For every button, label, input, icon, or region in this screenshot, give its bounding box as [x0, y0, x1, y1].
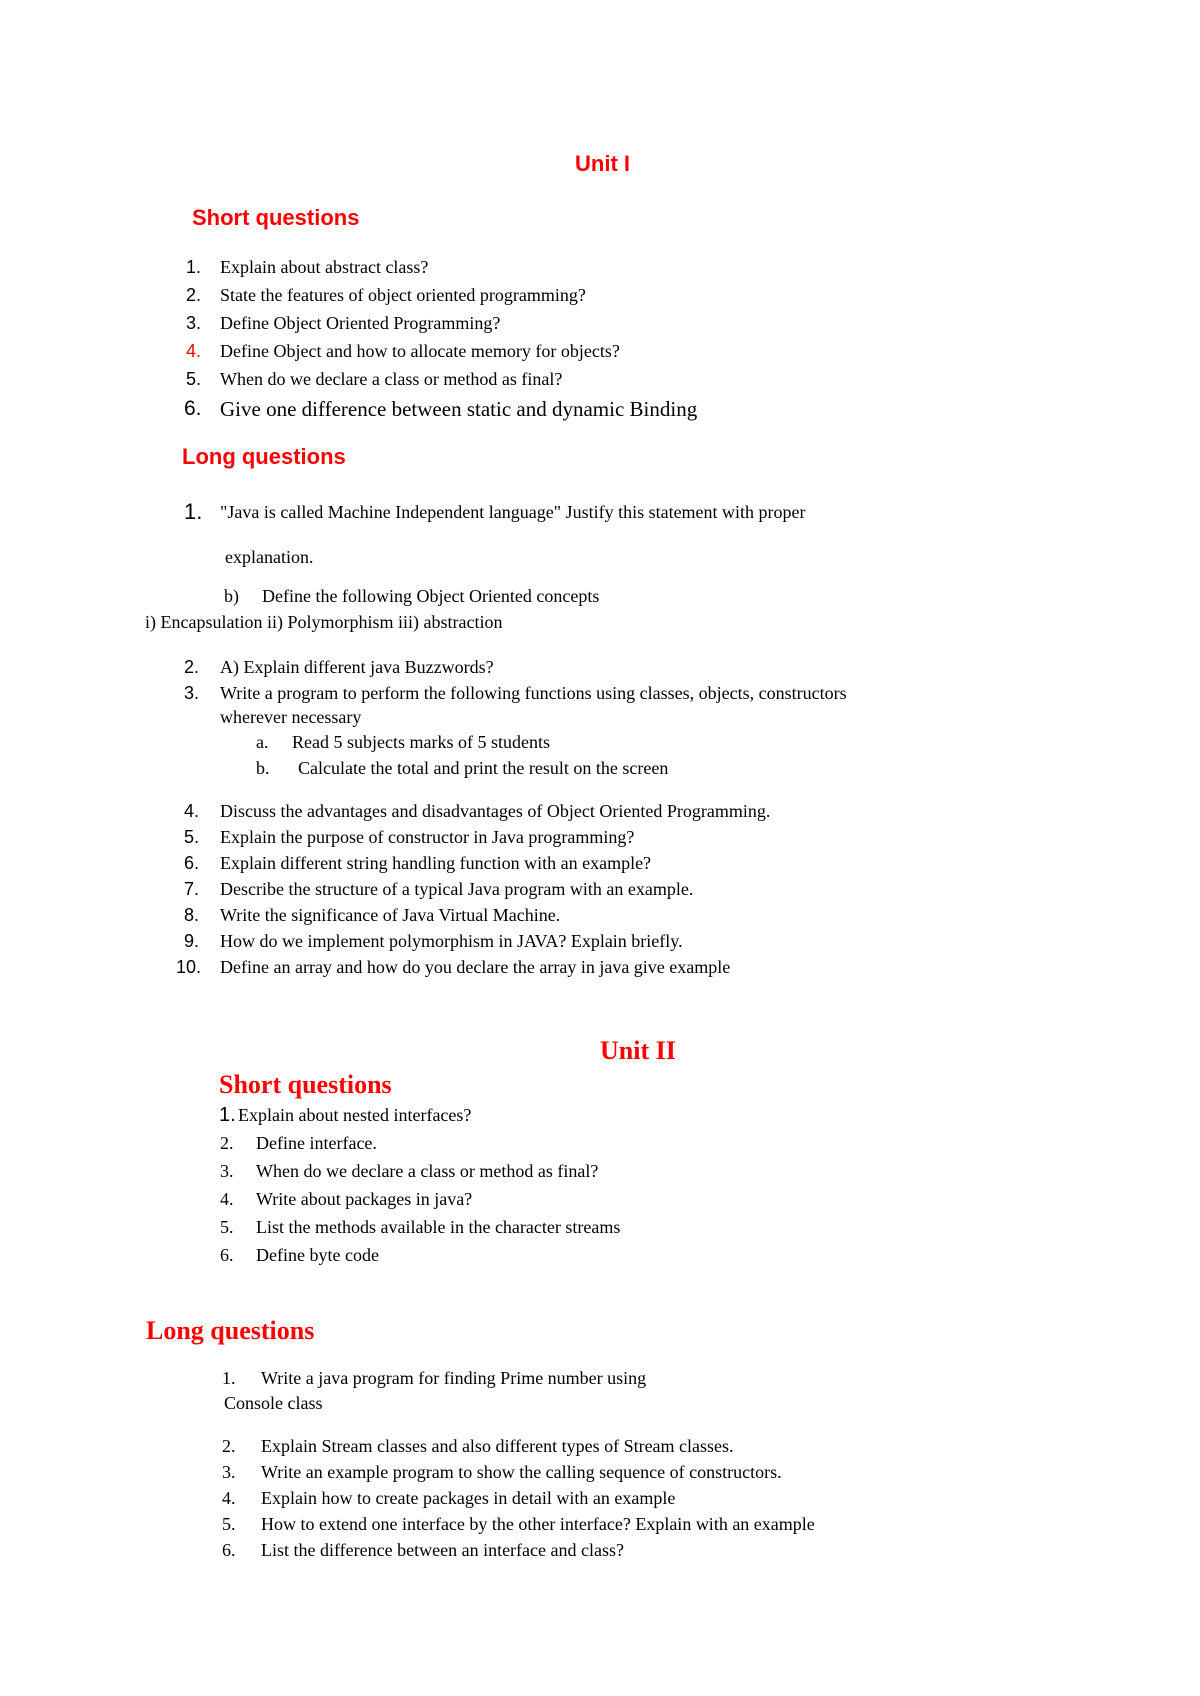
list-number: 3. [220, 1161, 234, 1181]
unit1-title: Unit I [575, 151, 630, 176]
concepts-line: i) Encapsulation ii) Polymorphism iii) abstraction [145, 612, 503, 632]
list-item: List the methods available in the character streams [256, 1217, 621, 1237]
list-item-continuation: wherever necessary [220, 707, 362, 727]
unit2-short-heading: Short questions [219, 1070, 392, 1099]
list-item: Discuss the advantages and disadvantages of Object Oriented Programming. [220, 801, 771, 821]
list-item: Define Object Oriented Programming? [220, 313, 501, 333]
list-number: 5. [184, 827, 200, 847]
list-item: Define Object and how to allocate memory for objects? [220, 341, 620, 361]
list-number: 6. [184, 853, 200, 873]
list-number: 1. [222, 1368, 236, 1388]
list-number: 4. [222, 1488, 236, 1508]
list-number: 8. [184, 905, 200, 925]
list-item: Explain the purpose of constructor in Java programming? [220, 827, 635, 847]
list-item: A) Explain different java Buzzwords? [220, 657, 494, 677]
list-item: Explain about abstract class? [220, 257, 429, 277]
list-number: 1. [184, 499, 203, 524]
list-item: Define an array and how do you declare the array in java give example [220, 957, 731, 977]
list-number: 6. [184, 397, 202, 420]
list-number: 1. [186, 257, 202, 277]
list-item: Define interface. [256, 1133, 377, 1153]
list-item: Explain different string handling function with an example? [220, 853, 652, 873]
list-number: 2. [220, 1133, 234, 1153]
list-item: "Java is called Machine Independent language" Justify this statement with proper [220, 502, 806, 522]
list-item-continuation: explanation. [225, 547, 314, 567]
list-number: 3. [184, 683, 200, 703]
list-item: Explain Stream classes and also different types of Stream classes. [261, 1436, 734, 1456]
list-number: 10. [176, 957, 202, 977]
list-item: List the difference between an interface and class? [261, 1540, 624, 1560]
list-number: 2. [222, 1436, 236, 1456]
list-number: 4. [186, 341, 202, 361]
list-item: Write a java program for finding Prime number using [261, 1368, 647, 1388]
list-number: 5. [220, 1217, 234, 1237]
list-item: Define byte code [256, 1245, 379, 1265]
sub-item: Read 5 subjects marks of 5 students [292, 732, 550, 752]
list-item: Describe the structure of a typical Java program with an example. [220, 879, 694, 899]
list-number: 2. [184, 657, 200, 677]
list-item-continuation: Console class [224, 1393, 323, 1413]
list-number: 6. [220, 1245, 234, 1265]
list-item: Explain how to create packages in detail with an example [261, 1488, 676, 1508]
list-item: How do we implement polymorphism in JAVA? Explain briefly. [220, 931, 683, 951]
list-number: 5. [186, 369, 202, 389]
sub-label: a. [256, 732, 269, 752]
list-item: Write the significance of Java Virtual Machine. [220, 905, 561, 925]
list-number: 7. [184, 879, 200, 899]
unit2-title: Unit II [600, 1036, 676, 1065]
list-item: Explain about nested interfaces? [238, 1105, 472, 1125]
list-item: State the features of object oriented programming? [220, 285, 586, 305]
list-item: Write about packages in java? [256, 1189, 473, 1209]
list-item: Write an example program to show the calling sequence of constructors. [261, 1462, 782, 1482]
list-number: 3. [222, 1462, 236, 1482]
list-item: How to extend one interface by the other interface? Explain with an example [261, 1514, 815, 1534]
list-number: 4. [184, 801, 200, 821]
list-number: 6. [222, 1540, 236, 1560]
list-item: When do we declare a class or method as final? [256, 1161, 599, 1181]
list-item: When do we declare a class or method as final? [220, 369, 563, 389]
list-number: 2. [186, 285, 202, 305]
list-number: 1. [219, 1104, 236, 1126]
list-item: Give one difference between static and dynamic Binding [220, 397, 698, 421]
list-number: 3. [186, 313, 202, 333]
unit2-long-heading: Long questions [146, 1316, 315, 1345]
list-number: 4. [220, 1189, 234, 1209]
list-number: 5. [222, 1514, 236, 1534]
list-item: Define the following Object Oriented concepts [262, 586, 600, 606]
unit1-long-heading: Long questions [182, 444, 346, 469]
list-number: 9. [184, 931, 200, 951]
list-item: Write a program to perform the following functions using classes, objects, constructors [220, 683, 847, 703]
sub-label: b) [224, 586, 239, 606]
sub-item: Calculate the total and print the result on the screen [298, 758, 669, 778]
sub-label: b. [256, 758, 270, 778]
unit1-short-heading: Short questions [192, 205, 360, 230]
